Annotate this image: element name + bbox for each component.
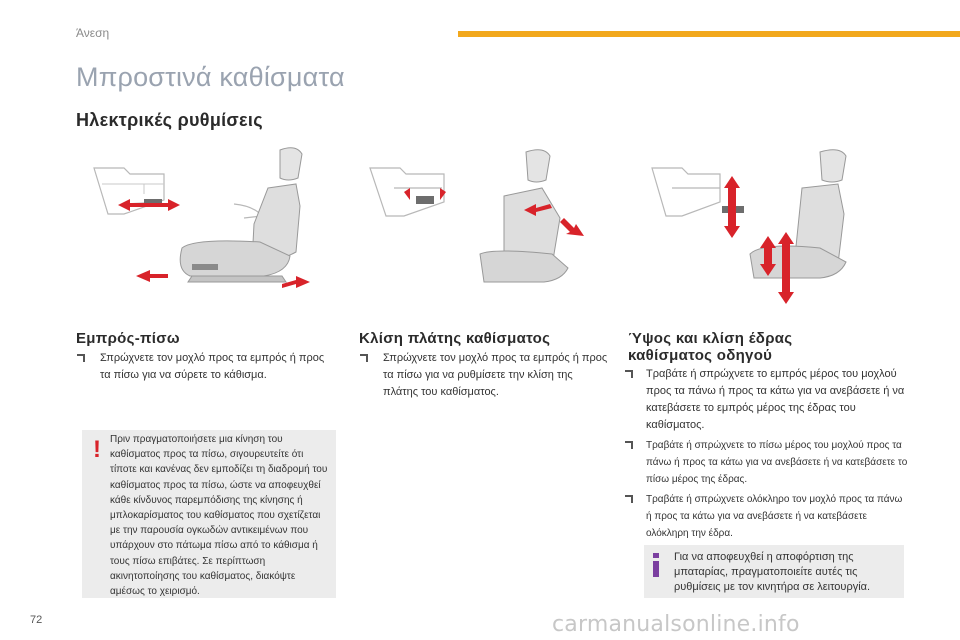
fore-aft-heading: Εμπρός-πίσω <box>76 330 180 347</box>
section-subtitle: Ηλεκτρικές ρυθμίσεις <box>76 110 263 130</box>
seat-height-tilt-illustration <box>650 144 890 304</box>
watermark: carmanualsonline.info <box>552 612 800 637</box>
fore-aft-instructions <box>76 350 332 387</box>
warning-text: Πριν πραγματοποιήσετε μια κίνηση του καθίσματος προς τα πίσω, σιγουρευτείτε ότι τίποτε και κανένας δεν εμποδίζει τη διαδρομή του καθίσματος προς τα πίσω, ώστε να αποφευχθεί κάθε κίνδυνος παρεμπόδισης της κίνησης ή μπλοκαρίσματος του καθίσματος που σχετίζεται με την παρουσία ογκωδών αντικειμένων που υπάρχουν στο πάτωμα πίσω από το κάθισμα ή τους πίσω επιβάτες. Σε περίπτωση ακινητοποίησης του καθίσματος, διακόψτε αμέσως το χειρισμό. <box>110 434 328 598</box>
page-number: 72 <box>30 614 43 626</box>
headrest <box>526 150 550 182</box>
pointer-bullet-icon <box>624 494 634 504</box>
headrest <box>280 148 302 180</box>
header-accent-bar <box>458 31 960 37</box>
pointer-bullet-icon <box>76 353 86 363</box>
info-box <box>644 545 904 598</box>
info-text: Για να αποφευχθεί η αποφόρτιση της μπαταρίας, πραγματοποιείτε αυτές τις ρυθμίσεις με τον κινητήρα σε λειτουργία. <box>674 551 871 593</box>
warning-box <box>82 430 336 598</box>
recline-arrow-forward <box>560 218 584 236</box>
info-i-icon <box>651 553 661 577</box>
height-tilt-heading: Ύψος και κλίση έδρας καθίσματος οδηγού <box>628 330 793 364</box>
page-title: Μπροστινά καθίσματα <box>76 62 345 92</box>
recline-instructions <box>359 350 609 404</box>
section-label: Άνεση <box>76 26 110 40</box>
list-item: Τραβάτε ή σπρώχνετε ολόκληρο τον μοχλό προς τα πάνω ή προς τα κάτω για να ανεβάσετε ή να κατεβάσετε ολόκληρη την έδρα. <box>624 491 910 542</box>
pointer-bullet-icon <box>359 353 369 363</box>
list-item: Σπρώχνετε τον μοχλό προς τα εμπρός ή προς τα πίσω για να σύρετε το κάθισμα. <box>76 350 332 384</box>
pointer-bullet-icon <box>624 440 634 450</box>
warning-exclamation-icon: ! <box>93 436 101 463</box>
recline-heading: Κλίση πλάτης καθίσματος <box>359 330 551 347</box>
list-item: Σπρώχνετε τον μοχλό προς τα εμπρός ή προς τα πίσω για να ρυθμίσετε την κλίση της πλάτης του καθίσματος. <box>359 350 609 401</box>
pointer-bullet-icon <box>624 369 634 379</box>
seat-fore-aft-illustration <box>84 144 324 304</box>
list-item: Τραβάτε ή σπρώχνετε το εμπρός μέρος του μοχλού προς τα πάνω ή προς τα κάτω για να ανεβάσετε ή να κατεβάσετε το εμπρός μέρος της έδρας του καθίσματος. <box>624 366 910 434</box>
headrest <box>820 150 846 182</box>
fore-aft-arrow-bottom-left <box>136 270 168 282</box>
seat-recline-illustration <box>364 144 604 304</box>
height-tilt-instructions <box>644 366 910 545</box>
list-item: Τραβάτε ή σπρώχνετε το πίσω μέρος του μοχλού προς τα πάνω ή προς τα κάτω για να ανεβάσετε ή να κατεβάσετε το πίσω μέρος της έδρας. <box>624 437 910 488</box>
